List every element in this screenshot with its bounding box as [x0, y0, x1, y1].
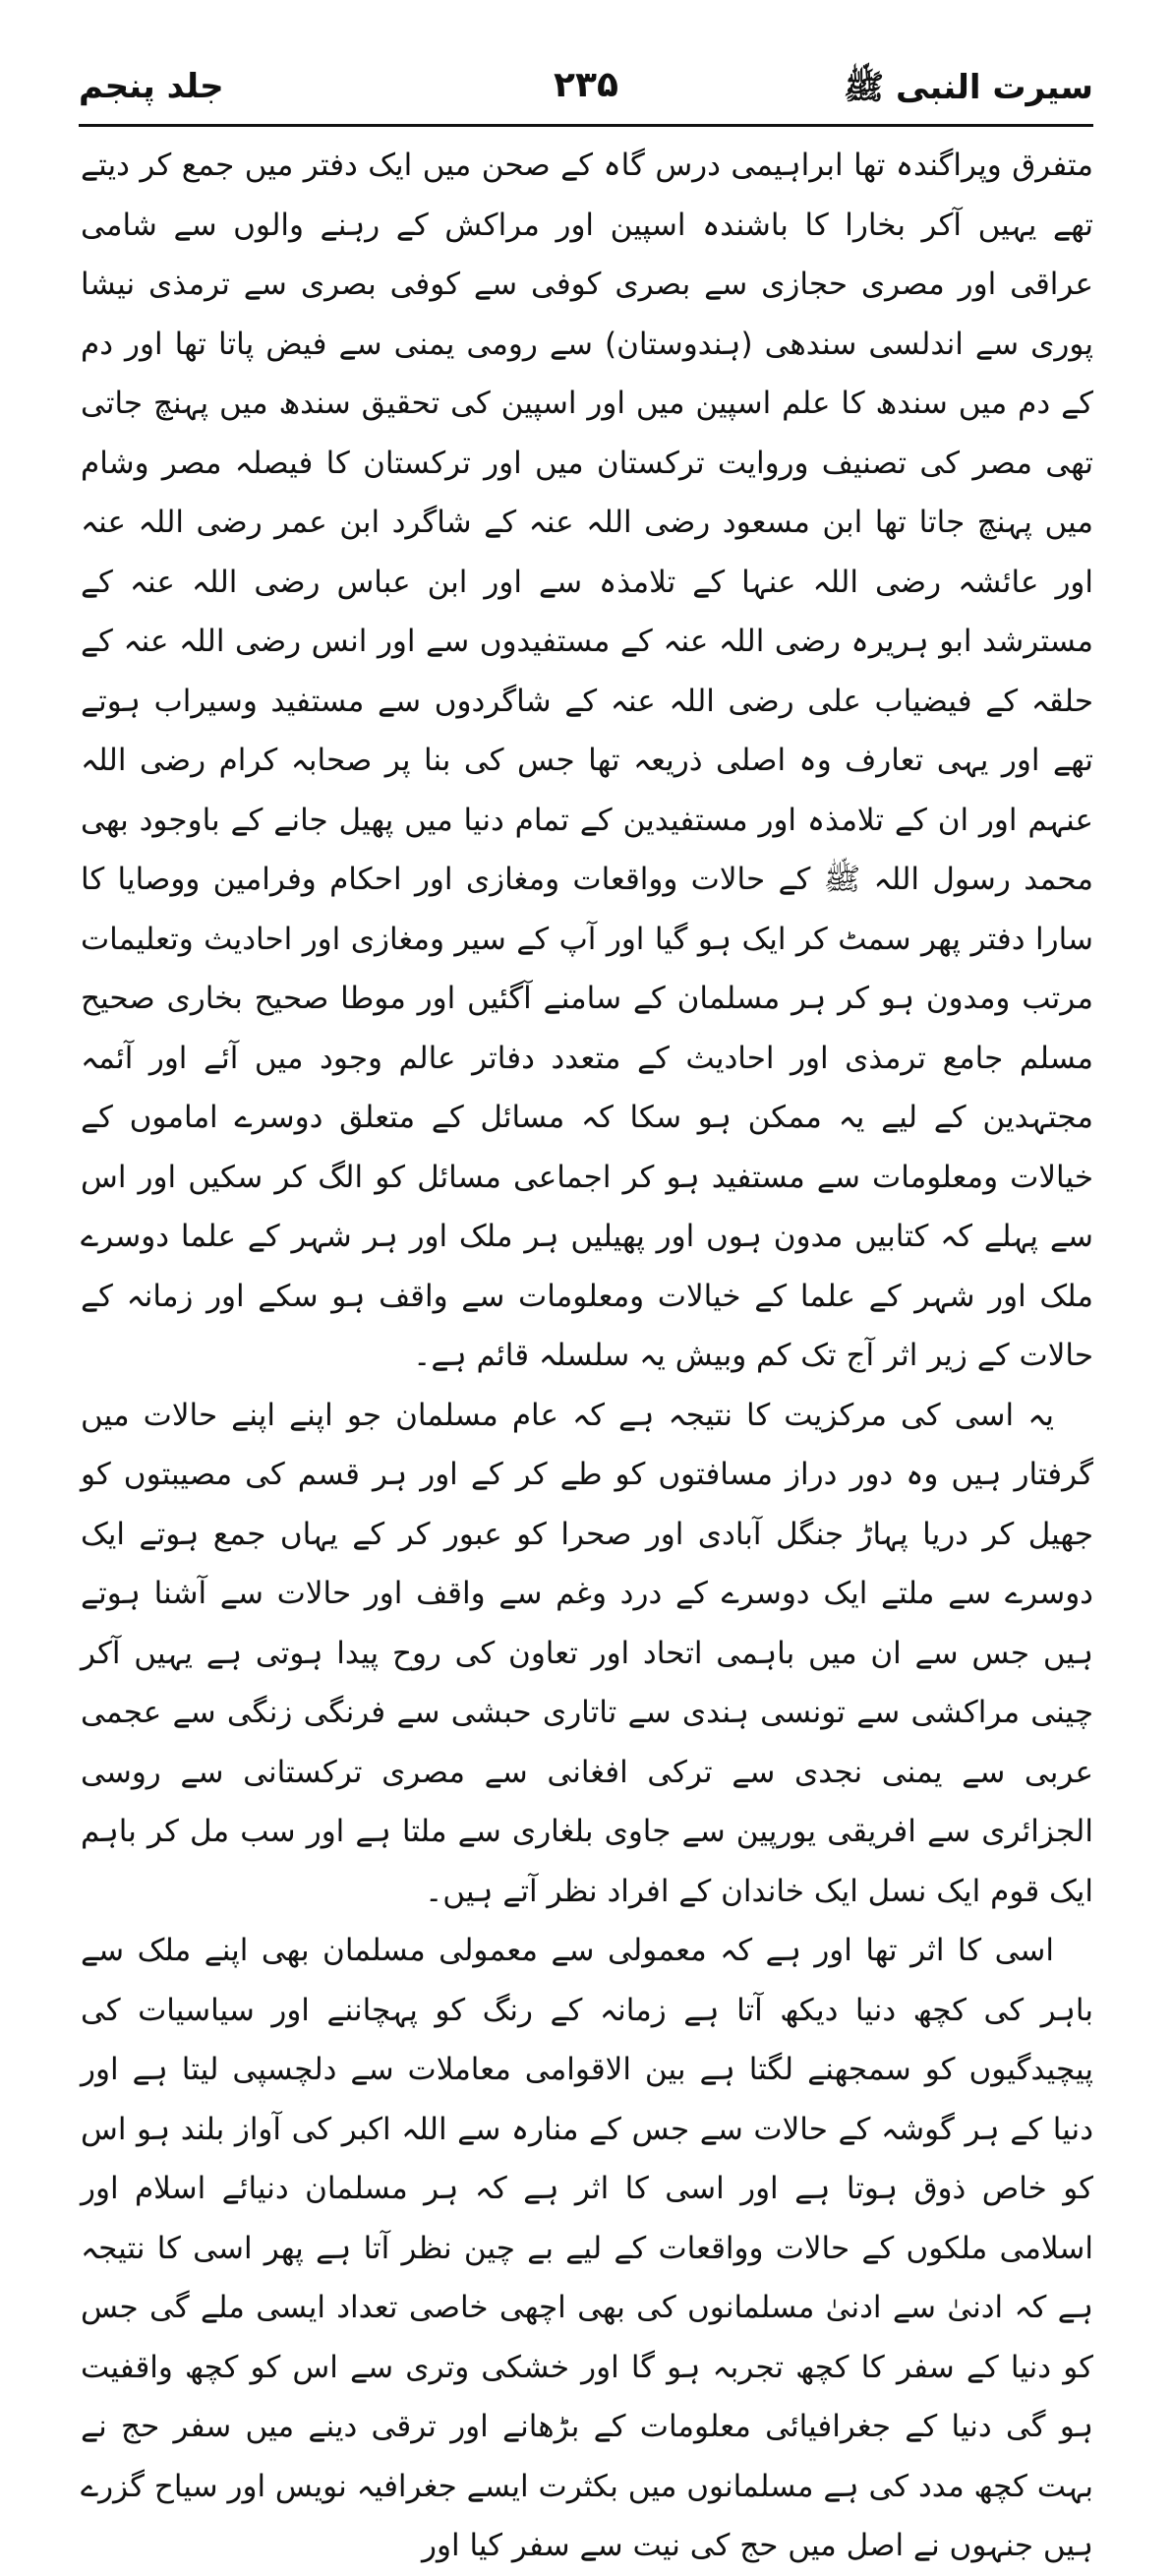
page-header: [79, 63, 1093, 122]
volume-label: جلد پنجم: [79, 67, 224, 106]
paragraph-2: یہ اسی کی مرکزیت کا نتیجہ ہے کہ عام مسلمان جو اپنے اپنے حالات میں گرفتار ہیں وہ دور دراز مسافتوں کو طے کر کے اور ہر قسم کی مصیبتوں کو جھیل کر دریا پہاڑ جنگل آبادی اور صحرا کو عبور کر کے یہاں جمع ہوتے ایک دوسرے سے ملتے ایک دوسرے کے درد وغم سے واقف اور حالات سے آشنا ہوتے ہیں جس سے ان میں باہمی اتحاد اور تعاون کی روح پیدا ہوتی ہے یہیں آکر چینی مراکشی سے تونسی ہندی سے تاتاری حبشی سے فرنگی زنگی سے عجمی عربی سے یمنی نجدی سے ترکی افغانی سے مصری ترکستانی سے روسی الجزائری سے افریقی یورپین سے جاوی بلغاری سے ملتا ہے اور سب مل کر باہم ایک قوم ایک نسل ایک خاندان کے افراد نظر آتے ہیں۔: [81, 1397, 1093, 1909]
header-rule: [79, 124, 1093, 127]
body-text: [81, 136, 1093, 2576]
running-title: سیرت النبی ﷺ: [844, 68, 1093, 107]
paragraph-3: اسی کا اثر تھا اور ہے کہ معمولی سے معمولی مسلمان بھی اپنے ملک سے باہر کی کچھ دنیا دیکھ آتا ہے زمانہ کے رنگ کو پہچاننے اور سیاسیات کی پیچیدگیوں کو سمجھنے لگتا ہے بین الاقوامی معاملات سے دلچسپی لیتا ہے اور دنیا کے ہر گوشہ کے حالات سے جس کے منارہ سے اللہ اکبر کی آواز بلند ہو اس کو خاص ذوق ہوتا ہے اور اسی کا اثر ہے کہ ہر مسلمان دنیائے اسلام اور اسلامی ملکوں کے حالات وواقعات کے لیے بے چین نظر آتا ہے پھر اسی کا نتیجہ ہے کہ ادنیٰ سے ادنیٰ مسلمانوں کی بھی اچھی خاصی تعداد ایسی ملے گی جس کو دنیا کے سفر کا کچھ تجربہ ہو گا اور خشکی وتری سے اس کو کچھ واقفیت ہو گی دنیا کے جغرافیائی معلومات کے بڑھانے اور ترقی دینے میں سفر حج نے بہت کچھ مدد کی ہے مسلمانوں میں بکثرت ایسے جغرافیہ نویس اور سیاح گزرے ہیں جنہوں نے اصل میں حج کی نیت سے سفر کیا اور: [81, 1933, 1093, 2563]
page-number: ۲۳۵: [554, 65, 618, 105]
paragraph-1: متفرق وپراگندہ تھا ابراہیمی درس گاہ کے صحن میں ایک دفتر میں جمع کر دیتے تھے یہیں آکر بخارا کا باشندہ اسپین اور مراکش کے رہنے والوں سے شامی عراقی اور مصری حجازی سے بصری کوفی سے کوفی بصری سے ترمذی نیشا پوری سے اندلسی سندھی (ہندوستان) سے رومی یمنی سے فیض پاتا تھا اور دم کے دم میں سندھ کا علم اسپین میں اور اسپین کی تحقیق سندھ میں پہنچ جاتی تھی مصر کی تصنیف وروایت ترکستان میں اور ترکستان کا فیصلہ مصر وشام میں پہنچ جاتا تھا ابن مسعود رضی اللہ عنہ کے شاگرد ابن عمر رضی اللہ عنہ اور عائشہ رضی اللہ عنہا کے تلامذہ سے اور ابن عباس رضی اللہ عنہ کے مسترشد ابو ہریرہ رضی اللہ عنہ کے مستفیدوں سے اور انس رضی اللہ عنہ کے حلقہ کے فیضیاب علی رضی اللہ عنہ کے شاگردوں سے مستفید وسیراب ہوتے تھے اور یہی تعارف وہ اصلی ذریعہ تھا جس کی بنا پر صحابہ کرام رضی اللہ عنہم اور ان کے تلامذہ اور مستفیدین کے تمام دنیا میں پھیل جانے کے باوجود بھی محمد رسول اللہ ﷺ کے حالات وواقعات ومغازی اور احکام وفرامین ووصایا کا سارا دفتر پھر سمٹ کر ایک ہو گیا اور آپ کے سیر ومغازی اور احادیث وتعلیمات مرتب ومدون ہو کر ہر مسلمان کے سامنے آگئیں اور موطا صحیح بخاری صحیح مسلم جامع ترمذی اور احادیث کے متعدد دفاتر عالم وجود میں آئے اور آئمہ مجتہدین کے لیے یہ ممکن ہو سکا کہ مسائل کے متعلق دوسرے اماموں کے خیالات ومعلومات سے مستفید ہو کر اجماعی مسائل کو الگ کر سکیں اور اس سے پہلے کہ کتابیں مدون ہوں اور پھیلیں ہر ملک اور ہر شہر کے علما دوسرے ملک اور شہر کے علما کے خیالات ومعلومات سے واقف ہو سکے اور زمانہ کے حالات کے زیر اثر آج تک کم وبیش یہ سلسلہ قائم ہے۔: [81, 148, 1093, 1373]
